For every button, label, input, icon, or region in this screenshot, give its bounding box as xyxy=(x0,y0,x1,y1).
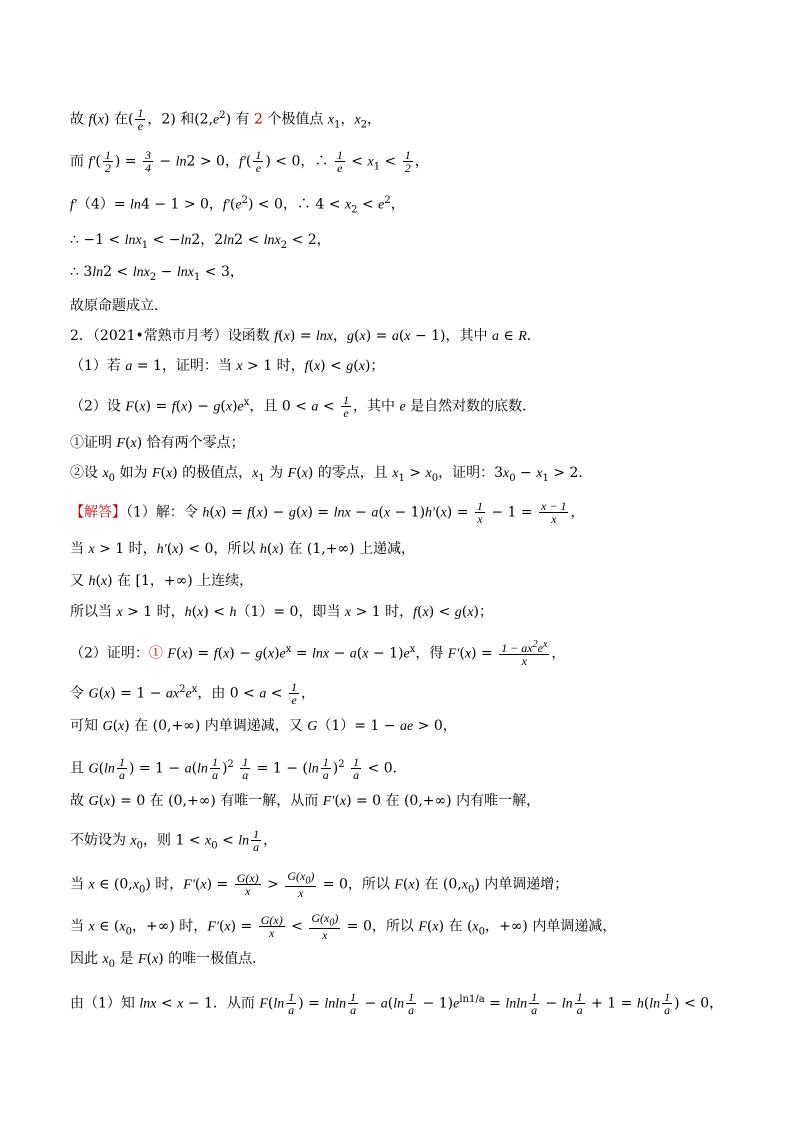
text-line-3: f′（4）= ln4 − 1 > 0，$f'(e^2) < 0$，∴ $4 < x_2 < e^2$， xyxy=(70,195,405,216)
text-line-5: ∴ 3ln2 < lnx$_2$ − lnx$_1$ < 3， xyxy=(70,264,244,283)
text-line-20: 故 G(x) = 0 在 (0,+∞) 有唯一解，从而 F′(x) = 0 在 (0,+∞) 内有唯一解， xyxy=(70,793,541,809)
text-line-15: 所以当 x > 1 时，h(x) < h（1）= 0，即当 x > 1 时，f(x) < g(x)； xyxy=(70,604,493,620)
text-line-1: 故 f(x) 在( $\frac{1}{e}$ ，2) 和$(2,e^2)$ 有 2 个极值点 $x_1$，$x_2$， xyxy=(70,106,382,134)
text-line-18: 可知 G(x) 在 (0,+∞) 内单调递减，又 G（1）= 1 − ae > 0， xyxy=(70,718,457,734)
text-line-13: 当 x > 1 时，h′(x) < 0，所以 h(x) 在 (1,+∞) 上递减， xyxy=(70,541,416,557)
text-line-24: 因此 $x_0$ 是 F(x) 的唯一极值点． xyxy=(70,951,267,970)
text-line-25: 由（1）知 lnx < x − 1．从而 F(ln $\frac{1}{a}$ ) = lnln $\frac{1}{a}$ − a(ln $\frac{1}{a}$ − $1)e^{ln1/a} = lnln$ $\frac{1}{a}$ − ln $\frac{1}{a}$ + 1 = h(ln $\frac{1}{a}$ ) < 0， xyxy=(70,990,724,1018)
text-line-10: ①证明 F(x) 恰有两个零点； xyxy=(70,435,245,451)
text-line-23: 当 x ∈ ($x_0$，+∞) 时，F′(x) = $\frac{G(x)}{x}$ < $\frac{G(x_0)}{x}$ = 0，所以 F(x) 在 ($x_0$，+∞) 内单调递减， xyxy=(70,911,617,943)
text-line-12: 【解答】（1）解：令 h(x) = f(x) − g(x) = lnx − a(x − 1)h′(x) = $\frac{1}{x}$ − 1 = $\frac{x - 1}{x}$ ， xyxy=(70,499,585,526)
text-line-11: ②设 $x_0$ 如为 F(x) 的极值点，$x_1$ 为 F(x) 的零点，且 $x_1 > x_0$，证明：$3x_0 - x_1 > 2$． xyxy=(70,465,593,484)
text-line-22: 当 x ∈ $(0,x_0)$ 时，F′(x) = $\frac{G(x)}{x}$ > $\frac{G(x_0)}{x}$ = 0，所以 F(x) 在 $(0,x_0)$ 内单调递增； xyxy=(70,869,569,901)
text-line-14: 又 h(x) 在 [1，+∞) 上连续， xyxy=(70,573,254,589)
text-line-2: 而 f′( $\frac{1}{2}$ ) = $\frac{3}{4}$ − ln2 > 0，f′( $\frac{1}{e}$ ) < 0，∴ $\frac{1}{e}$ < $x_1$ < $\frac{1}{2}$ ， xyxy=(70,148,429,175)
text-line-17: 令 $G(x) = 1 - ax^2e^x$，由 0 < a < $\frac{1}{e}$ ， xyxy=(70,680,315,708)
text-line-6: 故原命题成立． xyxy=(70,298,168,314)
text-line-8: （1）若 a = 1，证明：当 x > 1 时，f(x) < g(x)； xyxy=(70,358,385,374)
text-line-7: 2．（2021•常熟市月考）设函数 f(x) = lnx，g(x) = a(x − 1)，其中 a ∈ R． xyxy=(70,328,541,344)
text-line-16: （2）证明：① $F(x) = f(x) - g(x)e^x = \ln x - a(x - 1)e^x$，得 F′(x) = $\frac{1 - ax^2e^x}{x}$ ， xyxy=(70,639,566,669)
text-line-21: 不妨设为 $x_0$，则 $1 < x_0 < \ln$ $\frac{1}{a}$ ， xyxy=(70,827,278,854)
text-line-19: 且 G(ln $\frac{1}{a}$ ) = 1 − a(ln $\frac{1}{a}$ )$^2$ $\frac{1}{a}$ = 1 − (ln $\frac{1}{a}$ )$^2$ $\frac{1}{a}$ < 0． xyxy=(70,755,407,783)
text-line-9: （2）设 $F(x) = f(x) - g(x)e^x$，且 0 < a < $\frac{1}{e}$ ，其中 e 是自然对数的底数． xyxy=(70,393,537,421)
text-line-4: ∴ −1 < lnx$_1$ < −ln2，2ln2 < lnx$_2$ < 2， xyxy=(70,232,331,251)
